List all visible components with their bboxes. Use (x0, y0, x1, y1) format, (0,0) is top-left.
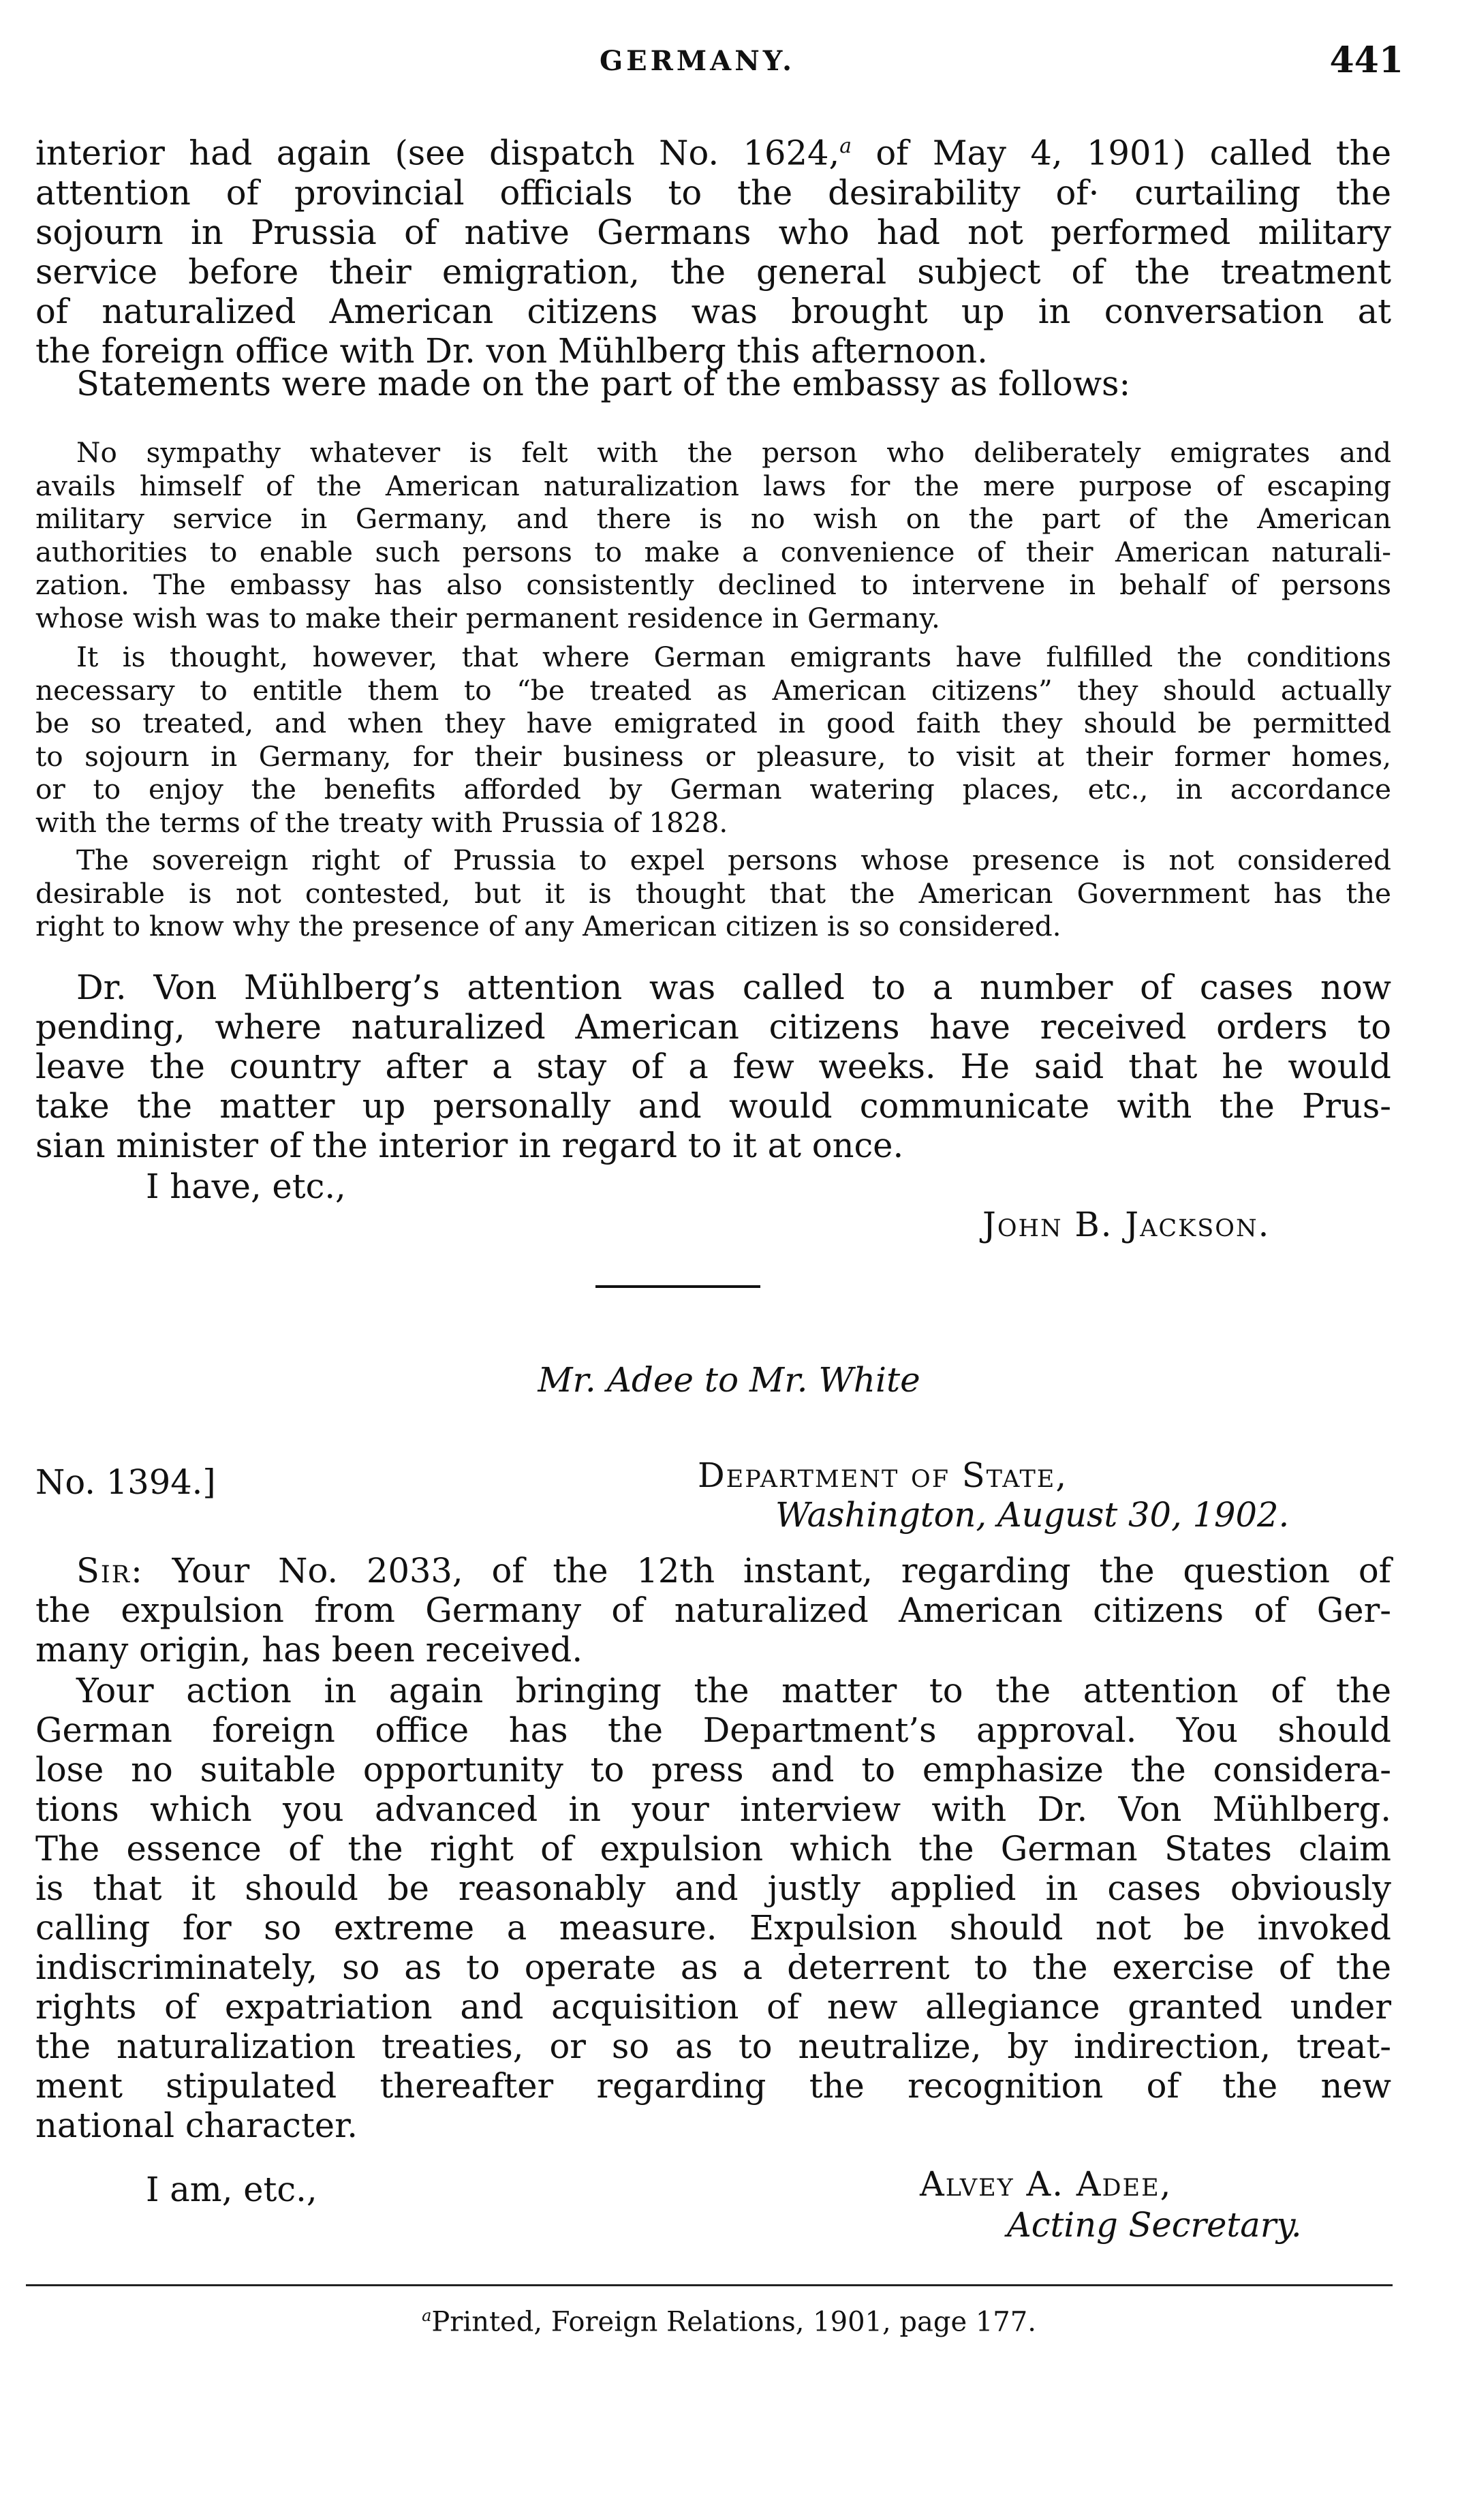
text-line: Sir: Your No. 2033, of the 12th instant, regarding the question of (76, 1551, 1391, 1591)
text-line: or to enjoy the benefits afforded by German watering places, etc., in accordance (35, 773, 1391, 805)
statement-paragraph (35, 844, 1391, 943)
footnote-rule (26, 2284, 1393, 2286)
text-line: authorities to enable such persons to make a convenience of their American naturali- (35, 535, 1391, 568)
intro-paragraph (35, 127, 1391, 371)
text-line: sojourn in Prussia of native Germans who had not performed military (35, 212, 1391, 252)
sender-date: August 30, 1902. (997, 1495, 1290, 1535)
text-line: German foreign office has the Department’s approval. You should (35, 1710, 1391, 1750)
text-line: It is thought, however, that where German emigrants have fulfilled the conditions (76, 641, 1391, 673)
text-line: avails himself of the American naturalization laws for the mere purpose of escaping (35, 469, 1391, 502)
text-line: with the terms of the treaty with Prussia of 1828. (35, 805, 728, 839)
text-line: service before their emigration, the general subject of the treatment (35, 251, 1391, 292)
text-line: The sovereign right of Prussia to expel persons whose presence is not considered (76, 844, 1391, 876)
text-line: attention of provincial officials to the desirability of· curtailing the (35, 172, 1391, 213)
sender-department: Department of State, (698, 1456, 1068, 1495)
text-line: is that it should be reasonably and justly applied in cases obviously (35, 1869, 1391, 1908)
text-line: military service in Germany, and there is no wish on the part of the American (35, 502, 1391, 535)
text-line: ment stipulated thereafter regarding the recognition of the new (35, 2066, 1391, 2106)
text-line: national character. (35, 2106, 358, 2145)
text-line: pending, where naturalized American citizens have received orders to (35, 1007, 1391, 1047)
text-line: Dr. Von Mühlberg’s attention was called to a number of cases now (76, 968, 1391, 1007)
text-line: take the matter up personally and would communicate with the Prus- (35, 1086, 1391, 1126)
text-line: interior had again (see dispatch No. 1624,$^a$ of May 4, 1901) called the (35, 133, 1391, 173)
running-head (0, 35, 1458, 90)
footnote-text: Printed, Foreign Relations, 1901, page 177. (431, 2306, 1036, 2338)
footnote-marker: a (422, 2306, 432, 2325)
text-line: the expulsion from Germany of naturalized American citizens of Ger- (35, 1591, 1391, 1630)
closing-line: I am, etc., (146, 2170, 317, 2209)
text-line: The essence of the right of expulsion which the German States claim (35, 1829, 1391, 1869)
section-divider (595, 1285, 760, 1288)
dispatch-number: No. 1394.] (35, 1462, 216, 1502)
text-line: sian minister of the interior in regard to it at once. (35, 1126, 904, 1165)
sender-place: Washington, (775, 1495, 987, 1535)
text-line: necessary to entitle them to “be treated as American citizens” they should actually (35, 673, 1391, 707)
statement-paragraph (35, 436, 1391, 634)
signature-title: Acting Secretary. (1007, 2205, 1302, 2245)
text-line: calling for so extreme a measure. Expulsion should not be invoked (35, 1908, 1391, 1948)
text-line: whose wish was to make their permanent residence in Germany. (35, 601, 940, 634)
text-line: No sympathy whatever is felt with the person who deliberately emigrates and (76, 436, 1391, 469)
letter-paragraph (35, 1671, 1391, 2145)
text-line: tions which you advanced in your interview with Dr. Von Mühlberg. (35, 1789, 1391, 1829)
text-line: of naturalized American citizens was brought up in conversation at (35, 291, 1391, 331)
salutation: Sir: (76, 1551, 144, 1591)
letter-paragraph (35, 1551, 1391, 1670)
closing-line: I have, etc., (146, 1167, 346, 1206)
muhlberg-paragraph (35, 968, 1391, 1165)
text-line: zation. The embassy has also consistently declined to intervene in behalf of persons (35, 568, 1391, 601)
text-line: lose no suitable opportunity to press and to emphasize the considera- (35, 1750, 1391, 1789)
running-title: GERMANY. (600, 45, 796, 77)
text-line: desirable is not contested, but it is thought that the American Government has the (35, 876, 1391, 910)
statements-intro: Statements were made on the part of the embassy as follows: (76, 364, 1131, 403)
text-line: indiscriminately, so as to operate as a deterrent to the exercise of the (35, 1948, 1391, 1987)
signature-jackson: John B. Jackson. (982, 1205, 1271, 1244)
statement-paragraph (35, 641, 1391, 839)
page-number: 441 (1329, 40, 1403, 81)
sender-place-date (775, 1495, 1289, 1535)
text-line: the naturalization treaties, or so as to neutralize, by indirection, treat- (35, 2027, 1391, 2066)
text-line: rights of expatriation and acquisition of new allegiance granted under (35, 1987, 1391, 2027)
text-line: be so treated, and when they have emigrated in good faith they should be permitted (35, 707, 1391, 739)
text-line: Your action in again bringing the matter to the attention of the (76, 1671, 1391, 1710)
text-line: right to know why the presence of any American citizen is so considered. (35, 910, 1061, 942)
letter-heading: Mr. Adee to Mr. White (538, 1360, 920, 1400)
text-line: many origin, has been received. (35, 1630, 583, 1670)
footnote (0, 2306, 1458, 2337)
text-line: to sojourn in Germany, for their business or pleasure, to visit at their former homes, (35, 739, 1391, 773)
footnote-marker: a (839, 134, 852, 158)
text-line: leave the country after a stay of a few weeks. He said that he would (35, 1047, 1391, 1086)
signature-adee: Alvey A. Adee, (920, 2164, 1173, 2204)
text-line: the foreign office with Dr. von Mühlberg this afternoon. (35, 331, 988, 371)
